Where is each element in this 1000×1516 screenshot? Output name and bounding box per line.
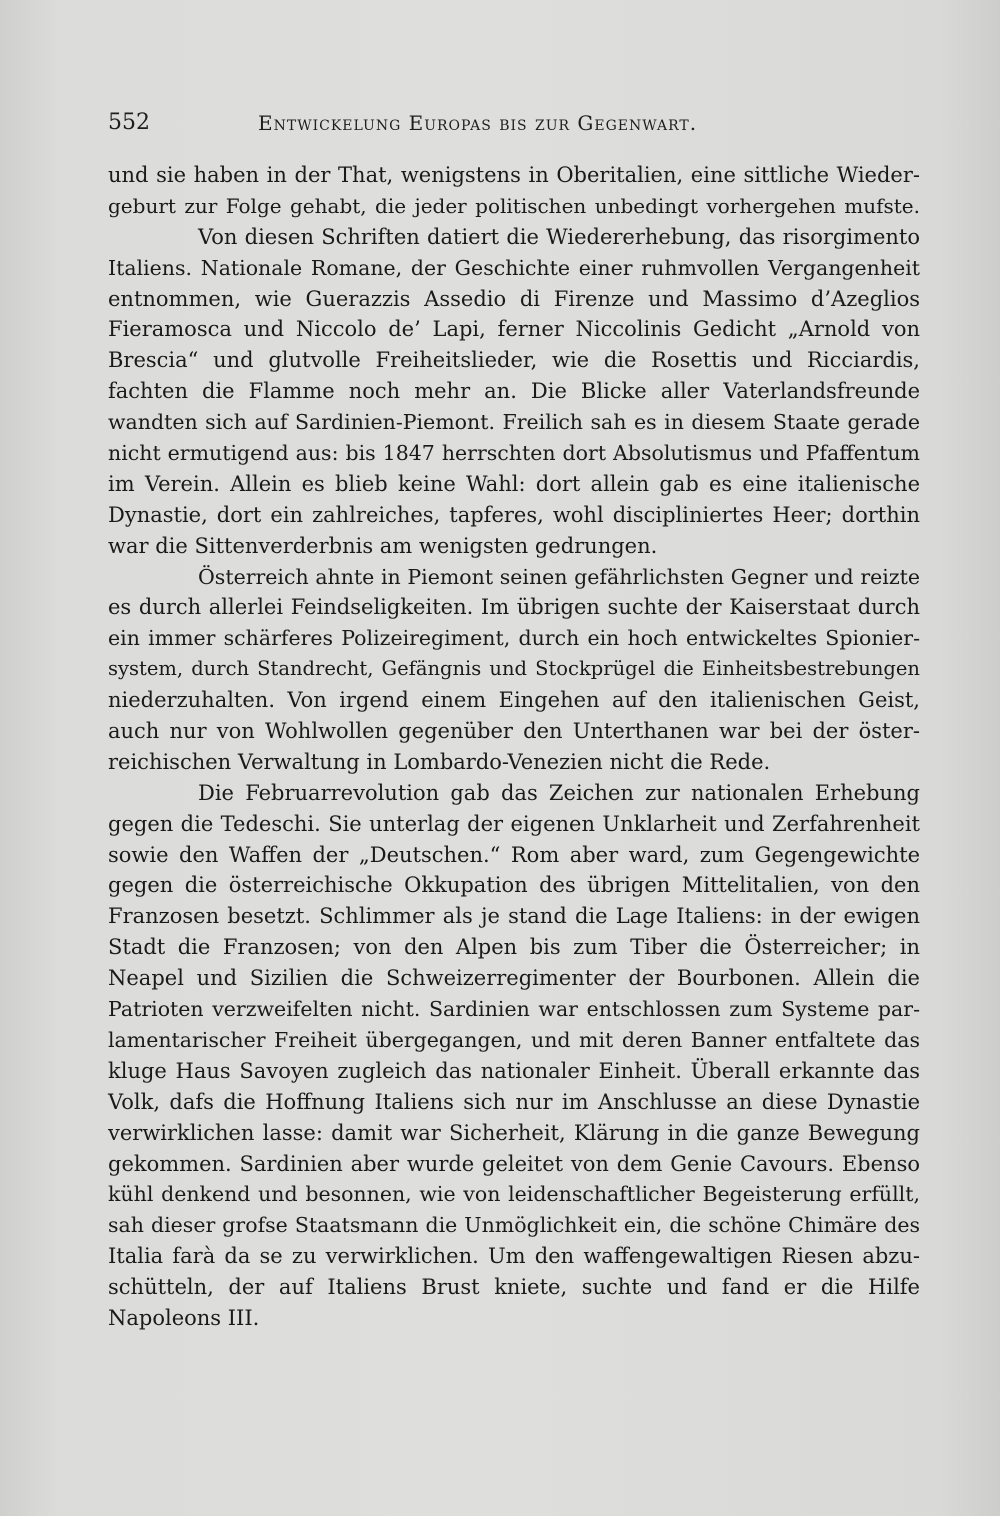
text-line: sowie den Waffen der „Deutschen.“ Rom aber ward, zum Gegengewichte <box>108 842 920 867</box>
text-line: schütteln, der auf Italiens Brust kniete, suchte und fand er die Hilfe <box>108 1275 920 1300</box>
text-line: Napoleons III. <box>108 1305 260 1330</box>
text-line: Fieramosca und Niccolo de’ Lapi, ferner Niccolinis Gedicht „Arnold von <box>108 317 920 342</box>
text-line: system, durch Standrecht, Gefängnis und Stockprügel die Einheitsbestrebungen <box>108 657 920 681</box>
text-line: Italiens. Nationale Romane, der Geschichte einer ruhmvollen Vergangenheit <box>108 255 920 280</box>
text-line: gegen die Tedeschi. Sie unterlag der eigenen Unklarheit und Zerfahrenheit <box>108 811 920 836</box>
text-line: Neapel und Sizilien die Schweizerregimenter der Bourbonen. Allein die <box>108 966 920 991</box>
text-line: es durch allerlei Feindseligkeiten. Im übrigen suchte der Kaiserstaat durch <box>108 595 920 620</box>
text-line: gekommen. Sardinien aber wurde geleitet von dem Genie Cavours. Ebenso <box>108 1151 920 1176</box>
text-line: Italia farà da se zu verwirklichen. Um den waffengewaltigen Riesen abzu- <box>108 1244 920 1269</box>
text-line: sah dieser grofse Staatsmann die Unmöglichkeit ein, die schöne Chimäre des <box>108 1213 920 1238</box>
text-line: gegen die österreichische Okkupation des übrigen Mittelitalien, von den <box>108 873 920 898</box>
text-line: Patrioten verzweifelten nicht. Sardinien war entschlossen zum Systeme par- <box>108 997 920 1022</box>
text-line: Von diesen Schriften datiert die Wiedererhebung, das risorgimento <box>198 224 920 249</box>
text-line: fachten die Flamme noch mehr an. Die Blicke aller Vaterlandsfreunde <box>108 379 920 404</box>
text-line: Franzosen besetzt. Schlimmer als je stand die Lage Italiens: in der ewigen <box>108 904 920 929</box>
text-line: Stadt die Franzosen; von den Alpen bis zum Tiber die Österreicher; in <box>108 935 920 960</box>
text-line: kluge Haus Savoyen zugleich das nationaler Einheit. Überall erkannte das <box>108 1058 920 1083</box>
text-line: entnommen, wie Guerazzis Assedio di Firenze und Massimo d’Azeglios <box>108 286 920 311</box>
text-line: wandten sich auf Sardinien-Piemont. Freilich sah es in diesem Staate gerade <box>108 410 920 435</box>
text-line: Volk, dafs die Hoffnung Italiens sich nur im Anschlusse an diese Dynastie <box>108 1089 920 1114</box>
page-number: 552 <box>108 110 150 135</box>
text-line: geburt zur Folge gehabt, die jeder politischen unbedingt vorhergehen mufste. <box>108 193 920 218</box>
text-line: im Verein. Allein es blieb keine Wahl: dort allein gab es eine italienische <box>108 471 920 496</box>
text-line: und sie haben in der That, wenigstens in Oberitalien, eine sittliche Wieder- <box>108 163 920 187</box>
body-text <box>108 160 920 1334</box>
running-title: Entwickelung Europas bis zur Gegenwart. <box>258 111 698 135</box>
text-line: Brescia“ und glutvolle Freiheitslieder, wie die Rosettis und Ricciardis, <box>108 348 920 373</box>
text-line: lamentarischer Freiheit übergegangen, und mit deren Banner entfaltete das <box>108 1027 920 1052</box>
text-line: war die Sittenverderbnis am wenigsten gedrungen. <box>108 533 658 558</box>
text-line: Die Februarrevolution gab das Zeichen zur nationalen Erhebung <box>198 780 920 805</box>
text-line: verwirklichen lasse: damit war Sicherheit, Klärung in die ganze Bewegung <box>108 1120 920 1145</box>
text-line: Österreich ahnte in Piemont seinen gefährlichsten Gegner und reizte <box>198 564 920 589</box>
text-line: kühl denkend und besonnen, wie von leidenschaftlicher Begeisterung erfüllt, <box>108 1182 920 1207</box>
page-header <box>108 108 920 138</box>
text-line: nicht ermutigend aus: bis 1847 herrschten dort Absolutismus und Pfaffentum <box>108 441 920 466</box>
text-line: niederzuhalten. Von irgend einem Eingehen auf den italienischen Geist, <box>108 688 920 713</box>
text-line: auch nur von Wohlwollen gegenüber den Unterthanen war bei der öster- <box>108 719 920 744</box>
text-line: Dynastie, dort ein zahlreiches, tapferes, wohl discipliniertes Heer; dorthin <box>108 502 920 527</box>
text-line: reichischen Verwaltung in Lombardo-Venezien nicht die Rede. <box>108 749 771 774</box>
text-line: ein immer schärferes Polizeiregiment, durch ein hoch entwickeltes Spionier- <box>108 626 920 651</box>
